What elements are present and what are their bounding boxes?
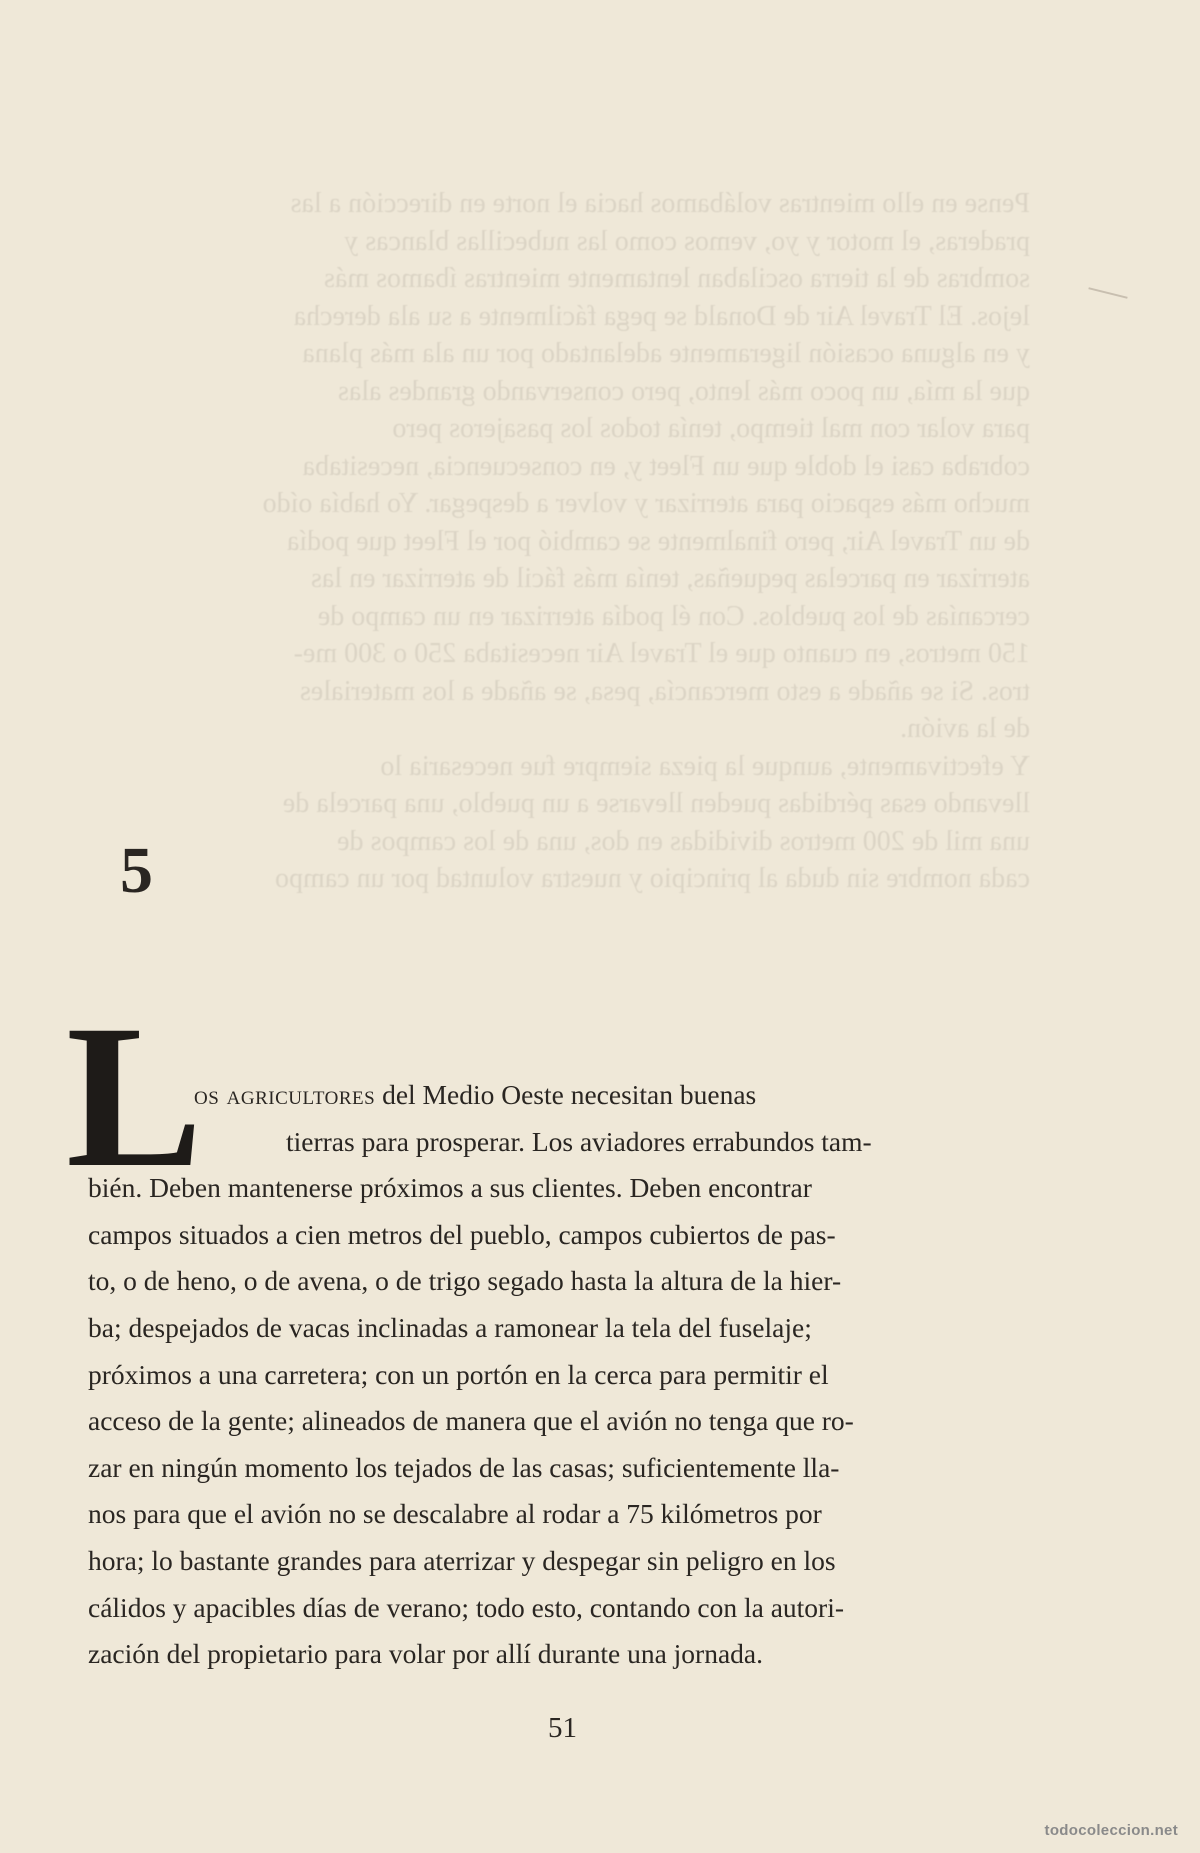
paragraph-line: cálidos y apacibles días de verano; todo esto, contando con la autori- [88,1591,845,1623]
page-number: 51 [548,1712,577,1744]
paragraph-line: campos situados a cien metros del pueblo, campos cubiertos de pas- [88,1218,836,1250]
paragraph-line: zación del propietario para volar por allí durante una jornada. [88,1638,763,1670]
body-paragraph [88,1072,1043,1678]
paragraph-line: nos para que el avión no se descalabre al rodar a 75 kilómetros por [88,1498,822,1530]
paragraph-line: ba; despejados de vacas inclinadas a ramonear la tela del fuselaje; [88,1311,812,1343]
smallcaps-lead: os agricultores [194,1079,376,1110]
paragraph-line: próximos a una carretera; con un portón en la cerca para permitir el [88,1358,829,1390]
paragraph-line: acceso de la gente; alineados de manera que el avión no tenga que ro- [88,1405,854,1437]
paragraph-line: zar en ningún momento los tejados de las casas; suficientemente lla- [88,1451,840,1483]
paragraph-line: tierras para prosperar. Los aviadores errabundos tam- [286,1125,872,1157]
watermark-logo: todocoleccion.net [1044,1822,1178,1839]
bleed-through-text: Pense en ello mientras volábamos hacia el norte en dirección a las praderas, el motor y yo, vemos como las nubecillas blancas y sombras de la tierra oscilaban lentamente mientras íbamos más lejos. El Travel Air de Donald se pega fácilmente a su ala derecha y en alguna ocasión ligeramente adelantado por un ala más plana que la mía, un poco más lento, pero conservando grandes alas para volar con mal tiempo, tenía todos los pasajeros pero cobraba casi el doble que un Fleet y, en consecuencia, necesitaba mucho más espacio para aterrizar y volver a despegar. Yo había oído de un Travel Air, pero finalmente se cambió por el Fleet que podía aterrizar en parcelas pequeñas, tenía más fácil de aterrizar en las cercanías de los pueblos. Con él podía aterrizar en un campo de 150 metros, en cuanto que el Travel Air necesitaba 250 o 300 me- tros. Si se añade a esto mercancía, pesa, se añade a los materiales de la avión. Y efectivamente, aunque la pieza siempre fue necesaria lo llevando esas pérdidas pueden llevarse a un pueblo, una parcela de una mil de 200 metros divididas en dos, una de los campos de cada nombre sin duda al principio y nuestra voluntad por un campo [262,188,1030,894]
chapter-number: 5 [120,834,153,907]
paragraph-line: to, o de heno, o de avena, o de trigo segado hasta la altura de la hier- [88,1265,842,1297]
drop-cap: L [66,983,203,1210]
page-mark [1088,287,1127,299]
paragraph-line: bién. Deben mantenerse próximos a sus clientes. Deben encontrar [88,1172,812,1204]
paragraph-line: os agricultores del Medio Oeste necesitan buenas [194,1079,757,1110]
paragraph-line: hora; lo bastante grandes para aterrizar y despegar sin peligro en los [88,1544,836,1576]
